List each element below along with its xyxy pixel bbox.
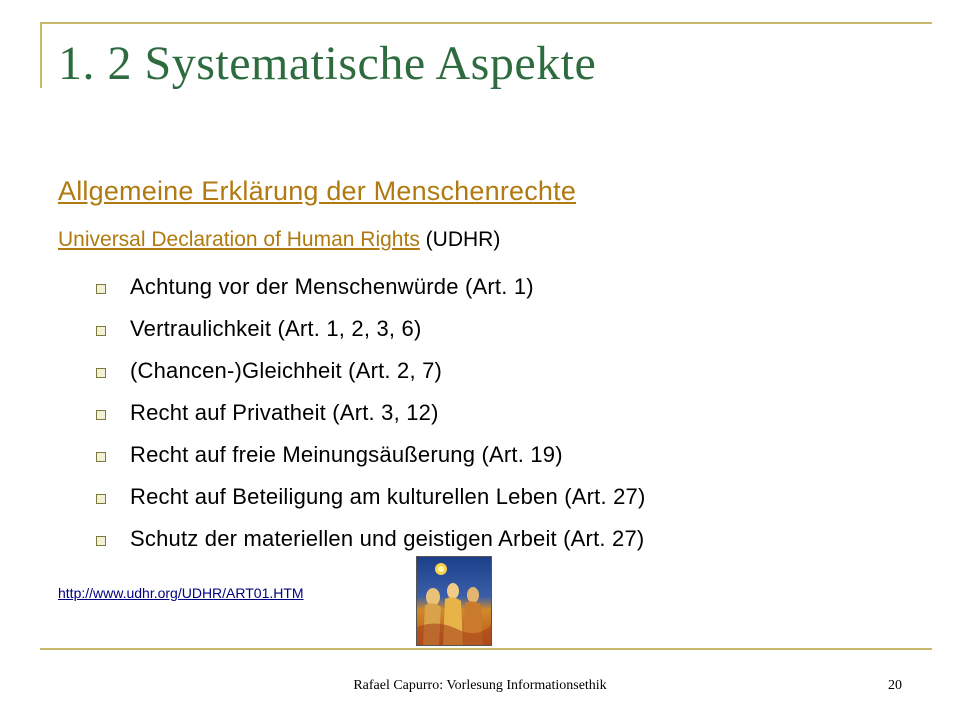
list-item: Recht auf Privatheit (Art. 3, 12)	[96, 392, 645, 434]
list-item: Recht auf freie Meinungsäußerung (Art. 19)	[96, 434, 645, 476]
page-number: 20	[888, 678, 902, 693]
udhr-url-link[interactable]: http://www.udhr.org/UDHR/ART01.HTM	[58, 585, 304, 601]
list-item: Achtung vor der Menschenwürde (Art. 1)	[96, 266, 645, 308]
frame-left-line	[40, 22, 42, 88]
udhr-abbreviation: (UDHR)	[419, 228, 501, 251]
square-bullet-icon	[96, 410, 106, 420]
list-item: Vertraulichkeit (Art. 1, 2, 3, 6)	[96, 308, 645, 350]
udhr-artwork-image	[416, 556, 492, 646]
square-bullet-icon	[96, 284, 106, 294]
square-bullet-icon	[96, 368, 106, 378]
udhr-english-link[interactable]: Universal Declaration of Human Rights	[58, 228, 420, 251]
footer-author: Rafael Capurro: Vorlesung Informationsethik	[353, 678, 607, 693]
udhr-german-link[interactable]: Allgemeine Erklärung der Menschenrechte	[58, 176, 577, 206]
frame-bottom-line	[40, 648, 932, 650]
list-item: Recht auf Beteiligung am kulturellen Leben (Art. 27)	[96, 476, 645, 518]
list-item: Schutz der materiellen und geistigen Arbeit (Art. 27)	[96, 518, 645, 560]
frame-top-line	[40, 22, 932, 24]
slide-title: 1. 2 Systematische Aspekte	[58, 37, 597, 90]
square-bullet-icon	[96, 326, 106, 336]
square-bullet-icon	[96, 452, 106, 462]
square-bullet-icon	[96, 536, 106, 546]
square-bullet-icon	[96, 494, 106, 504]
udhr-english-line	[58, 228, 500, 252]
rights-list	[96, 266, 645, 560]
list-item: (Chancen-)Gleichheit (Art. 2, 7)	[96, 350, 645, 392]
